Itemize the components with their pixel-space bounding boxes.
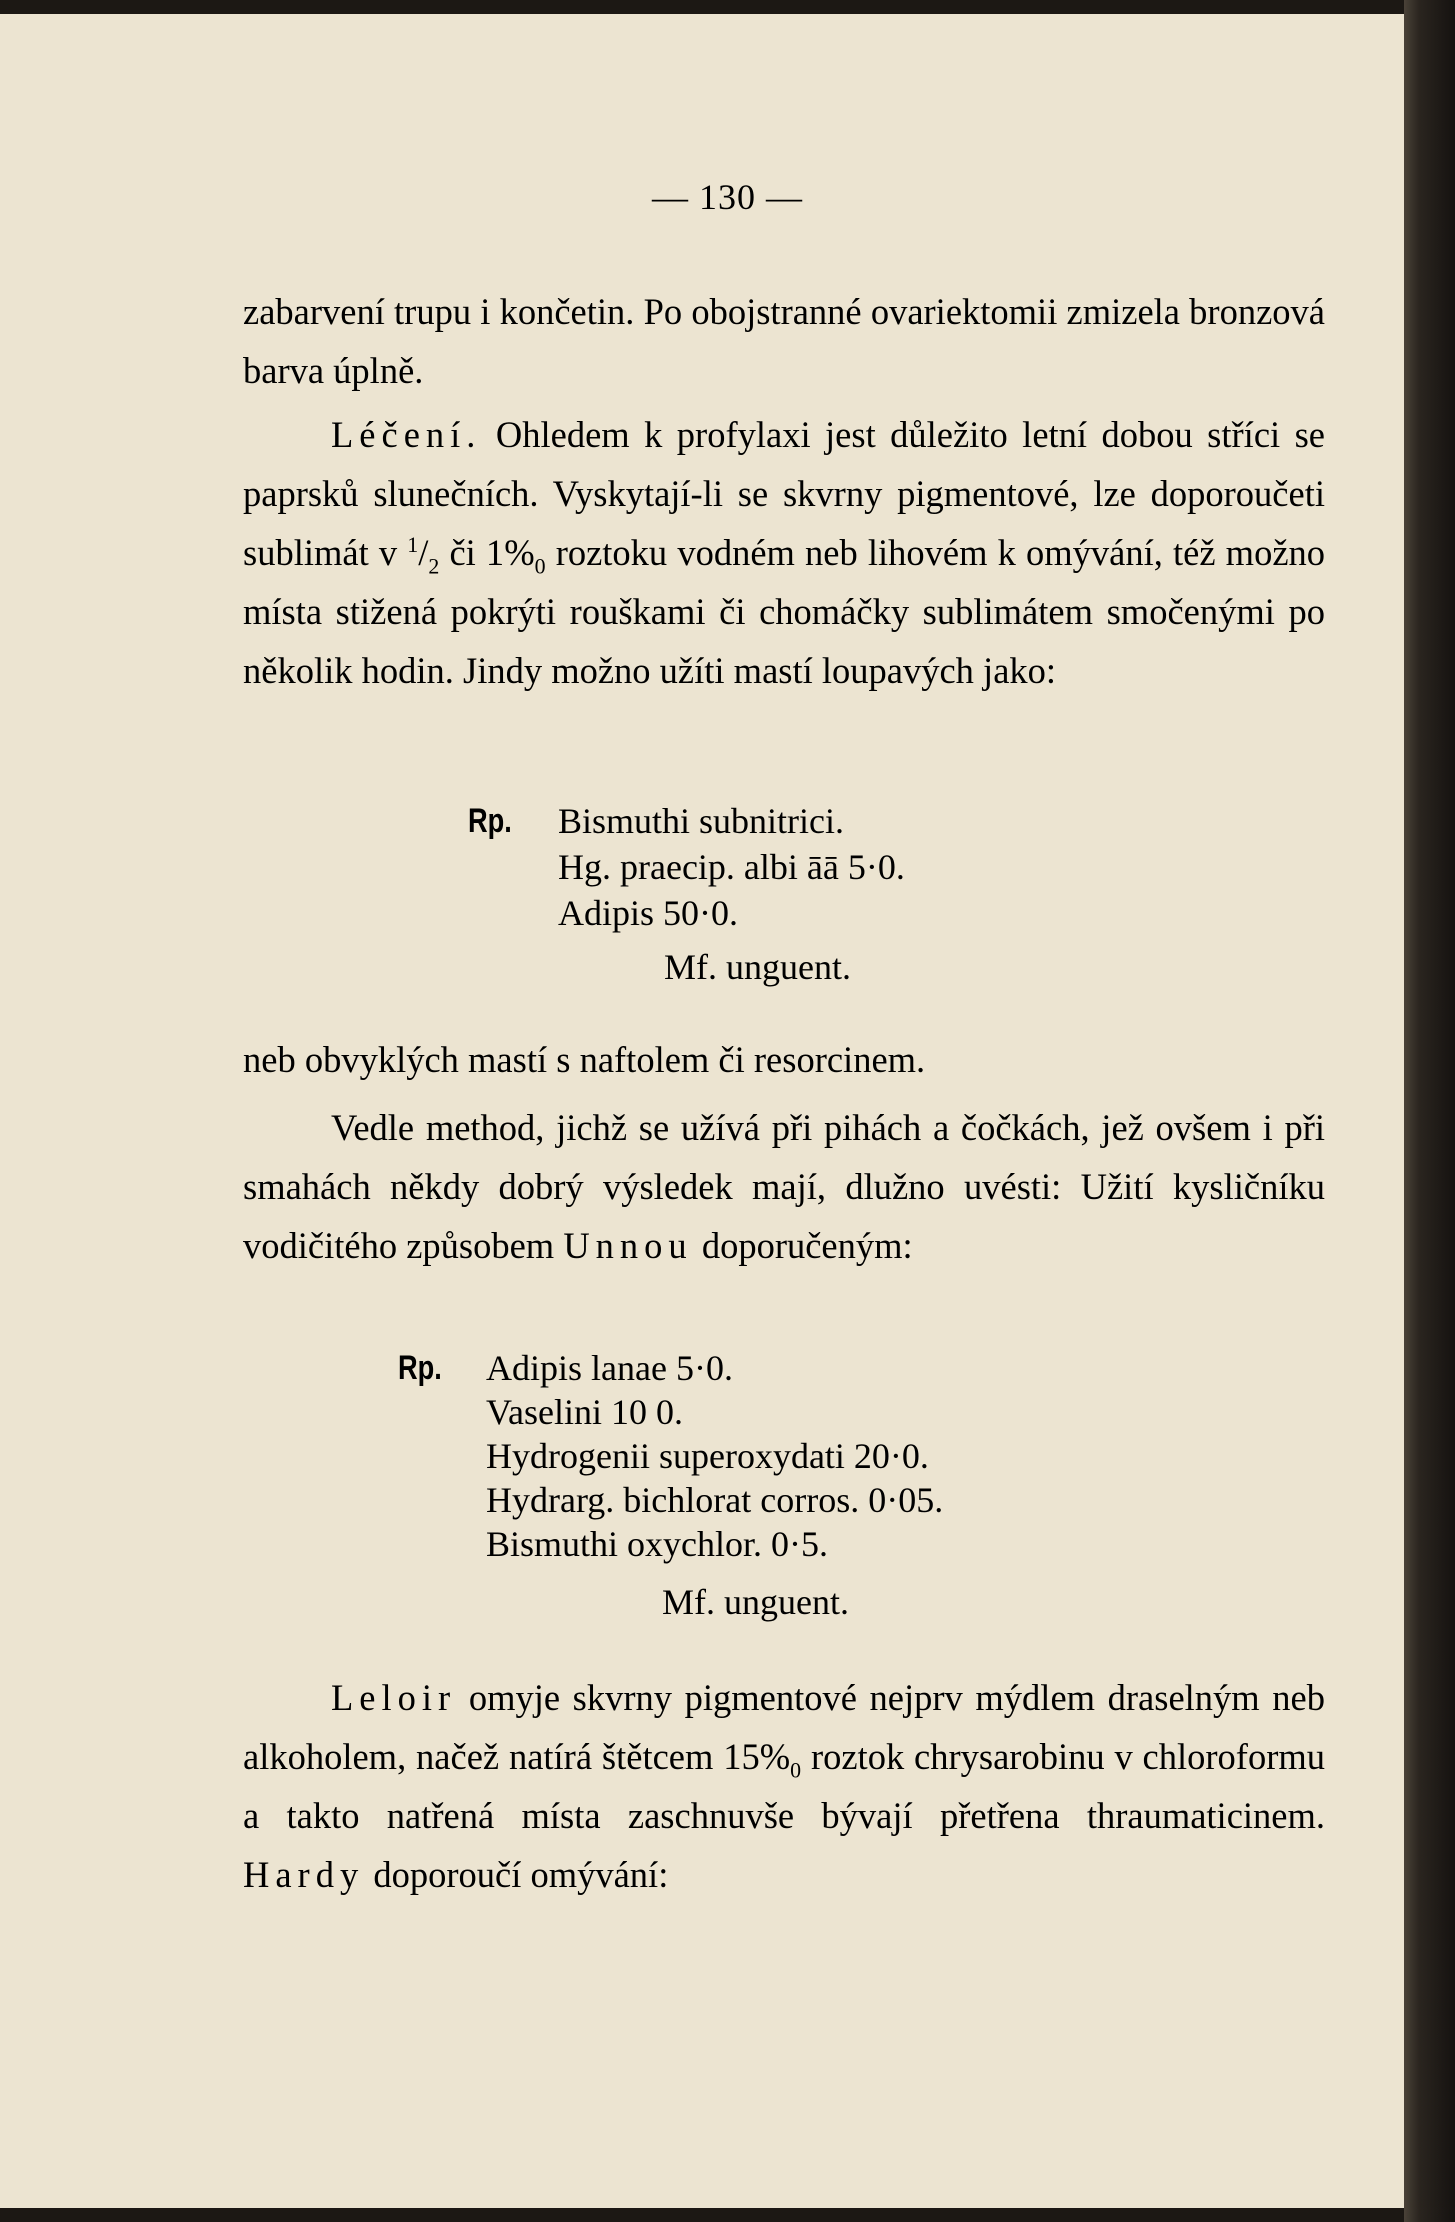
recipe-2 bbox=[398, 1347, 1198, 1637]
recipe-2-line-5: Bismuthi oxychlor. 0·5. bbox=[486, 1524, 828, 1564]
recipe-1-footer: Mf. unguent. bbox=[664, 947, 851, 987]
recipe-1-line-1: Bismuthi subnitrici. bbox=[558, 801, 845, 841]
recipe-2-rp: Rp. bbox=[398, 1349, 442, 1387]
recipe-1 bbox=[468, 800, 1168, 1000]
paragraph-3 bbox=[243, 1030, 1325, 1089]
recipe-1-line-2: Hg. praecip. albi āā 5·0. bbox=[558, 847, 905, 887]
recipe-2-line-4: Hydrarg. bichlorat corros. 0·05. bbox=[486, 1480, 944, 1520]
recipe-2-line-1: Adipis lanae 5·0. bbox=[486, 1348, 733, 1388]
recipe-1-rp: Rp. bbox=[468, 802, 512, 840]
recipe-1-line-3: Adipis 50·0. bbox=[558, 893, 738, 933]
page-number: — 130 — bbox=[652, 177, 803, 217]
section-label-treatment: Léčení. bbox=[331, 414, 482, 455]
author-leloir: Leloir bbox=[331, 1677, 457, 1718]
paragraph-1-text: zabarvení trupu i končetin. Po obojstranné ovariektomii zmizela bronzová barva úplně. bbox=[243, 291, 1325, 391]
author-hardy: Hardy bbox=[243, 1854, 365, 1895]
page-edge-shadow bbox=[1404, 0, 1455, 2222]
recipe-2-line-2: Vaselini 10 0. bbox=[486, 1392, 683, 1432]
paragraph-1 bbox=[243, 282, 1325, 400]
author-unna: Unnou bbox=[563, 1225, 693, 1266]
recipe-2-footer: Mf. unguent. bbox=[662, 1582, 849, 1622]
paragraph-4: Vedle method, jichž se užívá při pihách a čočkách, jež ovšem i při smahách někdy dobrý výsledek mají, dlužno uvésti: Užití kysličníku vodičitého způsobem Unnou doporučeným: bbox=[243, 1107, 1325, 1266]
paragraph-5: Leloir omyje skvrny pigmentové nejprv mýdlem draselným neb alkoholem, načež natírá štětcem $15\%_0$ roztok chrysarobinu v chloroformu a takto natřená místa zaschnuvše bývají přetřena thraumaticinem. Hardy doporoučí omývání: bbox=[243, 1677, 1326, 1895]
paragraph-3-text: neb obvyklých mastí s naftolem či resorcinem. bbox=[243, 1039, 926, 1080]
recipe-2-line-3: Hydrogenii superoxydati 20·0. bbox=[486, 1436, 929, 1476]
paragraph-2: Léčení. Ohledem k profylaxi jest důležito letní dobou stříci se paprsků slunečních. Vyskytají-li se skvrny pigmentové, lze doporoučeti sublimát v $^1/_2$ či $1\%_0$ roztoku vodném neb lihovém k omývání, též možno místa stižená pokrýti rouškami či chomáčky sublimátem smočenými po několik hodin. Jindy možno užíti mastí loupavých jako: bbox=[243, 414, 1326, 691]
